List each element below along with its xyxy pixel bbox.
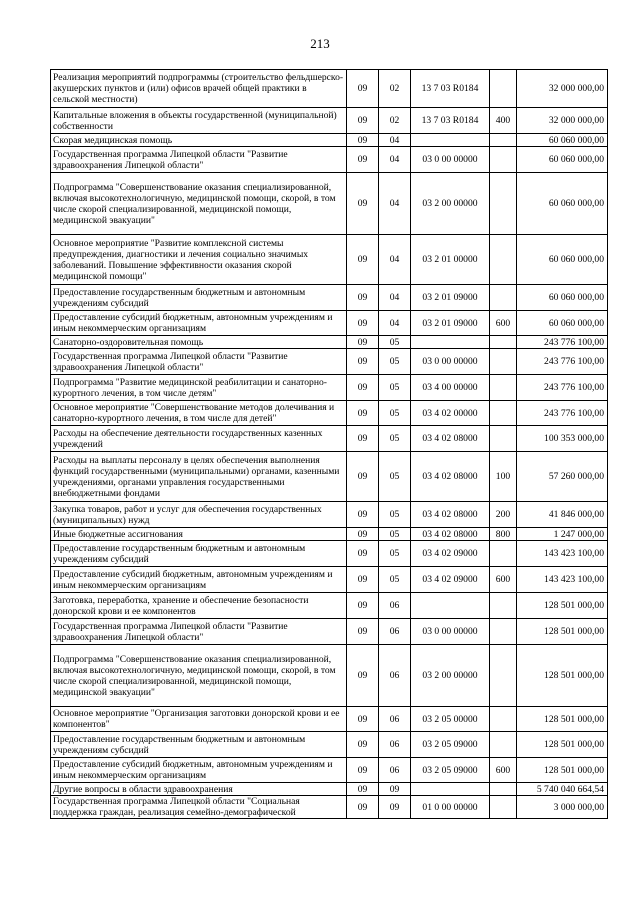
row-expense-type — [490, 173, 517, 235]
table-row — [51, 758, 608, 783]
row-amount: 243 776 100,00 — [517, 336, 608, 349]
row-name: Предоставление субсидий бюджетным, автономным учреждениям и иным некоммерческим организациям — [51, 758, 347, 783]
row-subsection: 05 — [379, 541, 411, 567]
budget-table — [50, 69, 608, 819]
row-amount: 60 060 000,00 — [517, 285, 608, 311]
row-subsection: 06 — [379, 645, 411, 707]
row-amount: 41 846 000,00 — [517, 502, 608, 528]
row-name: Предоставление субсидий бюджетным, автономным учреждениям и иным некоммерческим организациям — [51, 567, 347, 593]
table-row — [51, 70, 608, 108]
row-target-article: 03 4 02 08000 — [411, 528, 490, 541]
row-subsection: 04 — [379, 173, 411, 235]
row-name: Предоставление государственным бюджетным и автономным учреждениям субсидий — [51, 285, 347, 311]
row-expense-type — [490, 235, 517, 285]
row-target-article — [411, 134, 490, 147]
row-subsection: 04 — [379, 311, 411, 336]
row-amount: 1 247 000,00 — [517, 528, 608, 541]
row-expense-type — [490, 336, 517, 349]
table-row — [51, 567, 608, 593]
row-section: 09 — [347, 502, 379, 528]
row-expense-type — [490, 707, 517, 732]
row-name: Санаторно-оздоровительная помощь — [51, 336, 347, 349]
row-subsection: 05 — [379, 502, 411, 528]
table-row — [51, 783, 608, 796]
table-row — [51, 619, 608, 645]
row-amount: 128 501 000,00 — [517, 593, 608, 619]
table-row — [51, 645, 608, 707]
row-name: Расходы на обеспечение деятельности государственных казенных учреждений — [51, 426, 347, 452]
row-expense-type — [490, 796, 517, 819]
row-expense-type: 600 — [490, 758, 517, 783]
row-amount: 128 501 000,00 — [517, 619, 608, 645]
row-expense-type — [490, 783, 517, 796]
row-section: 09 — [347, 336, 379, 349]
row-section: 09 — [347, 134, 379, 147]
row-amount: 143 423 100,00 — [517, 567, 608, 593]
row-expense-type — [490, 541, 517, 567]
row-expense-type: 800 — [490, 528, 517, 541]
row-amount: 128 501 000,00 — [517, 645, 608, 707]
row-target-article: 03 4 02 09000 — [411, 567, 490, 593]
row-subsection: 06 — [379, 707, 411, 732]
row-target-article: 03 2 01 00000 — [411, 235, 490, 285]
row-expense-type: 100 — [490, 452, 517, 502]
row-expense-type: 200 — [490, 502, 517, 528]
row-expense-type: 600 — [490, 567, 517, 593]
row-subsection: 06 — [379, 732, 411, 758]
row-section: 09 — [347, 426, 379, 452]
table-row — [51, 707, 608, 732]
row-expense-type — [490, 285, 517, 311]
row-target-article: 03 2 00 00000 — [411, 645, 490, 707]
row-target-article: 03 4 02 08000 — [411, 452, 490, 502]
row-amount: 60 060 000,00 — [517, 134, 608, 147]
row-subsection: 04 — [379, 147, 411, 173]
row-subsection: 05 — [379, 375, 411, 401]
row-expense-type: 400 — [490, 108, 517, 134]
row-name: Расходы на выплаты персоналу в целях обеспечения выполнения функций государственными (муниципальными) органами, казенными учреждениями, органами управления государственными внебюджетными фондами — [51, 452, 347, 502]
row-expense-type — [490, 147, 517, 173]
row-target-article: 03 2 05 00000 — [411, 707, 490, 732]
row-name: Другие вопросы в области здравоохранения — [51, 783, 347, 796]
row-subsection: 06 — [379, 619, 411, 645]
row-subsection: 05 — [379, 401, 411, 426]
table-row — [51, 426, 608, 452]
row-subsection: 04 — [379, 134, 411, 147]
row-name: Подпрограмма "Совершенствование оказания специализированной, включая высокотехнологичную, медицинской помощи, скорой, в том числе скорой специализированной, медицинской помощи, медицинской эвакуации" — [51, 645, 347, 707]
row-expense-type — [490, 645, 517, 707]
row-name: Капитальные вложения в объекты государственной (муниципальной) собственности — [51, 108, 347, 134]
row-amount: 243 776 100,00 — [517, 375, 608, 401]
row-target-article: 03 4 02 09000 — [411, 541, 490, 567]
row-target-article: 01 0 00 00000 — [411, 796, 490, 819]
row-section: 09 — [347, 541, 379, 567]
table-row — [51, 375, 608, 401]
row-name: Предоставление государственным бюджетным и автономным учреждениям субсидий — [51, 732, 347, 758]
row-name: Государственная программа Липецкой области "Социальная поддержка граждан, реализация семейно-демографической — [51, 796, 347, 819]
row-subsection: 05 — [379, 528, 411, 541]
row-name: Заготовка, переработка, хранение и обеспечение безопасности донорской крови и ее компонентов — [51, 593, 347, 619]
row-section: 09 — [347, 707, 379, 732]
row-section: 09 — [347, 349, 379, 375]
row-name: Закупка товаров, работ и услуг для обеспечения государственных (муниципальных) нужд — [51, 502, 347, 528]
table-row — [51, 336, 608, 349]
table-row — [51, 593, 608, 619]
row-target-article: 03 2 05 09000 — [411, 732, 490, 758]
row-amount: 100 353 000,00 — [517, 426, 608, 452]
row-section: 09 — [347, 311, 379, 336]
row-target-article: 03 0 00 00000 — [411, 619, 490, 645]
row-section: 09 — [347, 452, 379, 502]
row-target-article: 03 4 02 00000 — [411, 401, 490, 426]
row-expense-type — [490, 401, 517, 426]
row-amount: 32 000 000,00 — [517, 108, 608, 134]
row-subsection: 05 — [379, 349, 411, 375]
row-subsection: 06 — [379, 593, 411, 619]
row-section: 09 — [347, 619, 379, 645]
row-name: Предоставление государственным бюджетным и автономным учреждениям субсидий — [51, 541, 347, 567]
table-row — [51, 311, 608, 336]
row-subsection: 05 — [379, 567, 411, 593]
row-subsection: 02 — [379, 70, 411, 108]
row-name: Основное мероприятие "Организация заготовки донорской крови и ее компонентов" — [51, 707, 347, 732]
row-section: 09 — [347, 758, 379, 783]
row-section: 09 — [347, 567, 379, 593]
row-amount: 243 776 100,00 — [517, 349, 608, 375]
row-expense-type — [490, 732, 517, 758]
row-section: 09 — [347, 732, 379, 758]
table-row — [51, 796, 608, 819]
row-amount: 60 060 000,00 — [517, 173, 608, 235]
table-row — [51, 528, 608, 541]
row-target-article — [411, 336, 490, 349]
row-amount: 128 501 000,00 — [517, 732, 608, 758]
table-row — [51, 108, 608, 134]
row-name: Иные бюджетные ассигнования — [51, 528, 347, 541]
row-target-article: 03 2 00 00000 — [411, 173, 490, 235]
row-amount: 60 060 000,00 — [517, 311, 608, 336]
row-section: 09 — [347, 593, 379, 619]
row-section: 09 — [347, 235, 379, 285]
row-amount: 60 060 000,00 — [517, 147, 608, 173]
row-expense-type — [490, 134, 517, 147]
row-target-article — [411, 593, 490, 619]
row-section: 09 — [347, 173, 379, 235]
row-subsection: 04 — [379, 285, 411, 311]
table-row — [51, 349, 608, 375]
row-section: 09 — [347, 375, 379, 401]
row-section: 09 — [347, 796, 379, 819]
row-section: 09 — [347, 401, 379, 426]
row-name: Государственная программа Липецкой области "Развитие здравоохранения Липецкой области" — [51, 349, 347, 375]
row-subsection: 09 — [379, 783, 411, 796]
row-name: Предоставление субсидий бюджетным, автономным учреждениям и иным некоммерческим организациям — [51, 311, 347, 336]
row-section: 09 — [347, 285, 379, 311]
row-target-article: 13 7 03 R0184 — [411, 70, 490, 108]
row-target-article: 03 2 01 09000 — [411, 311, 490, 336]
row-name: Основное мероприятие "Развитие комплексной системы предупреждения, диагностики и лечения социально значимых заболеваний. Повышение эффективности оказания скорой медицинской помощи" — [51, 235, 347, 285]
row-amount: 3 000 000,00 — [517, 796, 608, 819]
table-row — [51, 502, 608, 528]
row-expense-type — [490, 426, 517, 452]
row-subsection: 06 — [379, 758, 411, 783]
table-row — [51, 452, 608, 502]
row-amount: 57 260 000,00 — [517, 452, 608, 502]
row-name: Государственная программа Липецкой области "Развитие здравоохранения Липецкой области" — [51, 619, 347, 645]
row-amount: 143 423 100,00 — [517, 541, 608, 567]
row-expense-type: 600 — [490, 311, 517, 336]
table-row — [51, 541, 608, 567]
row-subsection: 05 — [379, 336, 411, 349]
row-subsection: 05 — [379, 426, 411, 452]
row-amount: 128 501 000,00 — [517, 707, 608, 732]
row-target-article: 03 0 00 00000 — [411, 349, 490, 375]
table-row — [51, 134, 608, 147]
row-target-article: 03 2 01 09000 — [411, 285, 490, 311]
row-section: 09 — [347, 645, 379, 707]
row-section: 09 — [347, 783, 379, 796]
table-row — [51, 235, 608, 285]
row-subsection: 04 — [379, 235, 411, 285]
table-row — [51, 285, 608, 311]
table-row — [51, 401, 608, 426]
row-amount: 32 000 000,00 — [517, 70, 608, 108]
row-amount: 5 740 040 664,54 — [517, 783, 608, 796]
row-name: Подпрограмма "Совершенствование оказания специализированной, включая высокотехнологичную, медицинской помощи, скорой, в том числе скорой специализированной, медицинской помощи, медицинской эвакуации" — [51, 173, 347, 235]
row-expense-type — [490, 349, 517, 375]
row-amount: 243 776 100,00 — [517, 401, 608, 426]
row-expense-type — [490, 70, 517, 108]
row-section: 09 — [347, 147, 379, 173]
row-subsection: 09 — [379, 796, 411, 819]
table-row — [51, 147, 608, 173]
row-target-article: 03 4 02 08000 — [411, 502, 490, 528]
row-expense-type — [490, 375, 517, 401]
row-amount: 128 501 000,00 — [517, 758, 608, 783]
table-row — [51, 732, 608, 758]
row-expense-type — [490, 619, 517, 645]
row-name: Скорая медицинская помощь — [51, 134, 347, 147]
row-subsection: 05 — [379, 452, 411, 502]
table-row — [51, 173, 608, 235]
row-target-article: 03 2 05 09000 — [411, 758, 490, 783]
row-section: 09 — [347, 108, 379, 134]
row-target-article — [411, 783, 490, 796]
row-name: Государственная программа Липецкой области "Развитие здравоохранения Липецкой области" — [51, 147, 347, 173]
page-number: 213 — [310, 36, 330, 51]
row-target-article: 03 0 00 00000 — [411, 147, 490, 173]
row-subsection: 02 — [379, 108, 411, 134]
row-amount: 60 060 000,00 — [517, 235, 608, 285]
row-section: 09 — [347, 528, 379, 541]
row-target-article: 13 7 03 R0184 — [411, 108, 490, 134]
row-target-article: 03 4 00 00000 — [411, 375, 490, 401]
row-name: Реализация мероприятий подпрограммы (строительство фельдшерско-акушерских пунктов и (или) офисов врачей общей практики в сельской местности) — [51, 70, 347, 108]
row-name: Основное мероприятие "Совершенствование методов долечивания и санаторно-курортного лечения, в том числе для детей" — [51, 401, 347, 426]
row-name: Подпрограмма "Развитие медицинской реабилитации и санаторно-курортного лечения, в том числе детям" — [51, 375, 347, 401]
row-section: 09 — [347, 70, 379, 108]
row-target-article: 03 4 02 08000 — [411, 426, 490, 452]
row-expense-type — [490, 593, 517, 619]
